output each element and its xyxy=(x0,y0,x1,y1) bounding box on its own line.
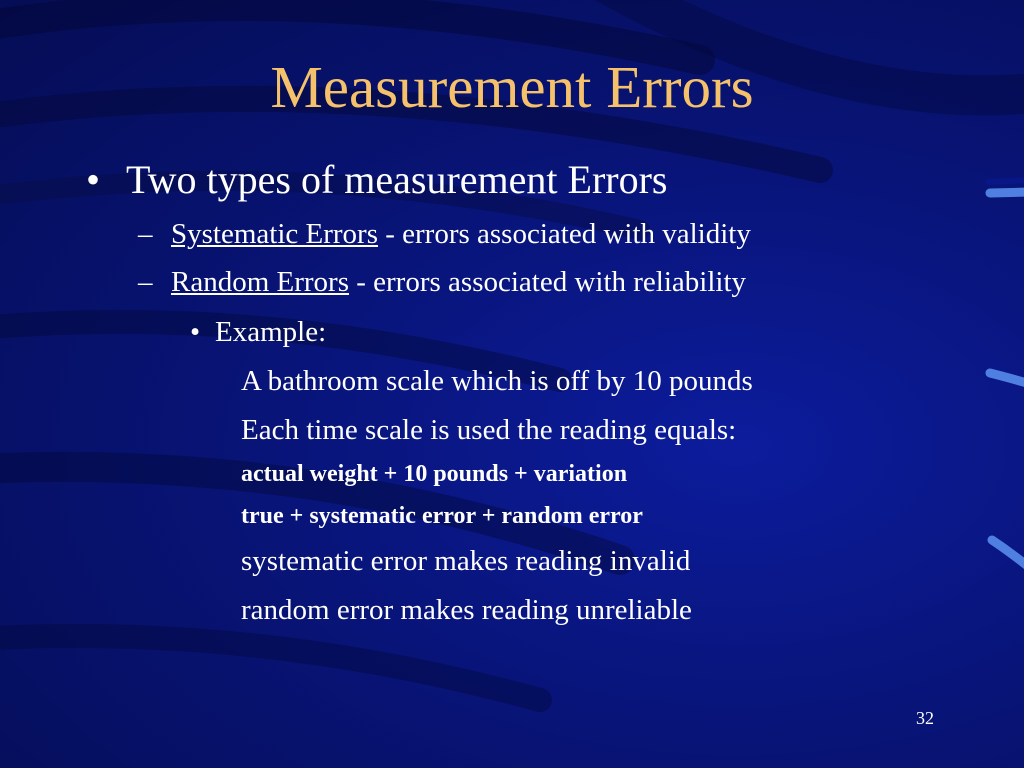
bullet-random-errors xyxy=(138,266,746,299)
dash-marker: – xyxy=(138,218,153,250)
term-random-errors: Random Errors xyxy=(171,266,349,298)
example-line-unreliable: random error makes reading unreliable xyxy=(241,594,692,626)
slide-title: Measurement Errors xyxy=(270,54,754,120)
bullet-example xyxy=(190,316,326,349)
bullet-marker: • xyxy=(86,157,101,202)
example-line-invalid: systematic error makes reading invalid xyxy=(241,545,691,577)
example-formula-true: true + systematic error + random error xyxy=(241,503,643,529)
example-line-reading: Each time scale is used the reading equals: xyxy=(241,414,737,446)
example-formula-actual: actual weight + 10 pounds + variation xyxy=(241,461,628,487)
page-number: 32 xyxy=(916,708,934,728)
bullet-text: Two types of measurement Errors xyxy=(126,157,668,202)
bullet-systematic-errors xyxy=(138,218,751,251)
definition-text: - errors associated with reliability xyxy=(349,266,747,298)
bullet-marker: • xyxy=(190,316,201,348)
definition-text: - errors associated with validity xyxy=(377,218,751,250)
term-systematic-errors: Systematic Errors xyxy=(171,218,378,250)
dash-marker: – xyxy=(138,266,153,298)
bullet-text: Example: xyxy=(215,316,327,348)
example-line-scale: A bathroom scale which is off by 10 pounds xyxy=(241,365,753,397)
bullet-types-of-errors xyxy=(86,157,667,203)
